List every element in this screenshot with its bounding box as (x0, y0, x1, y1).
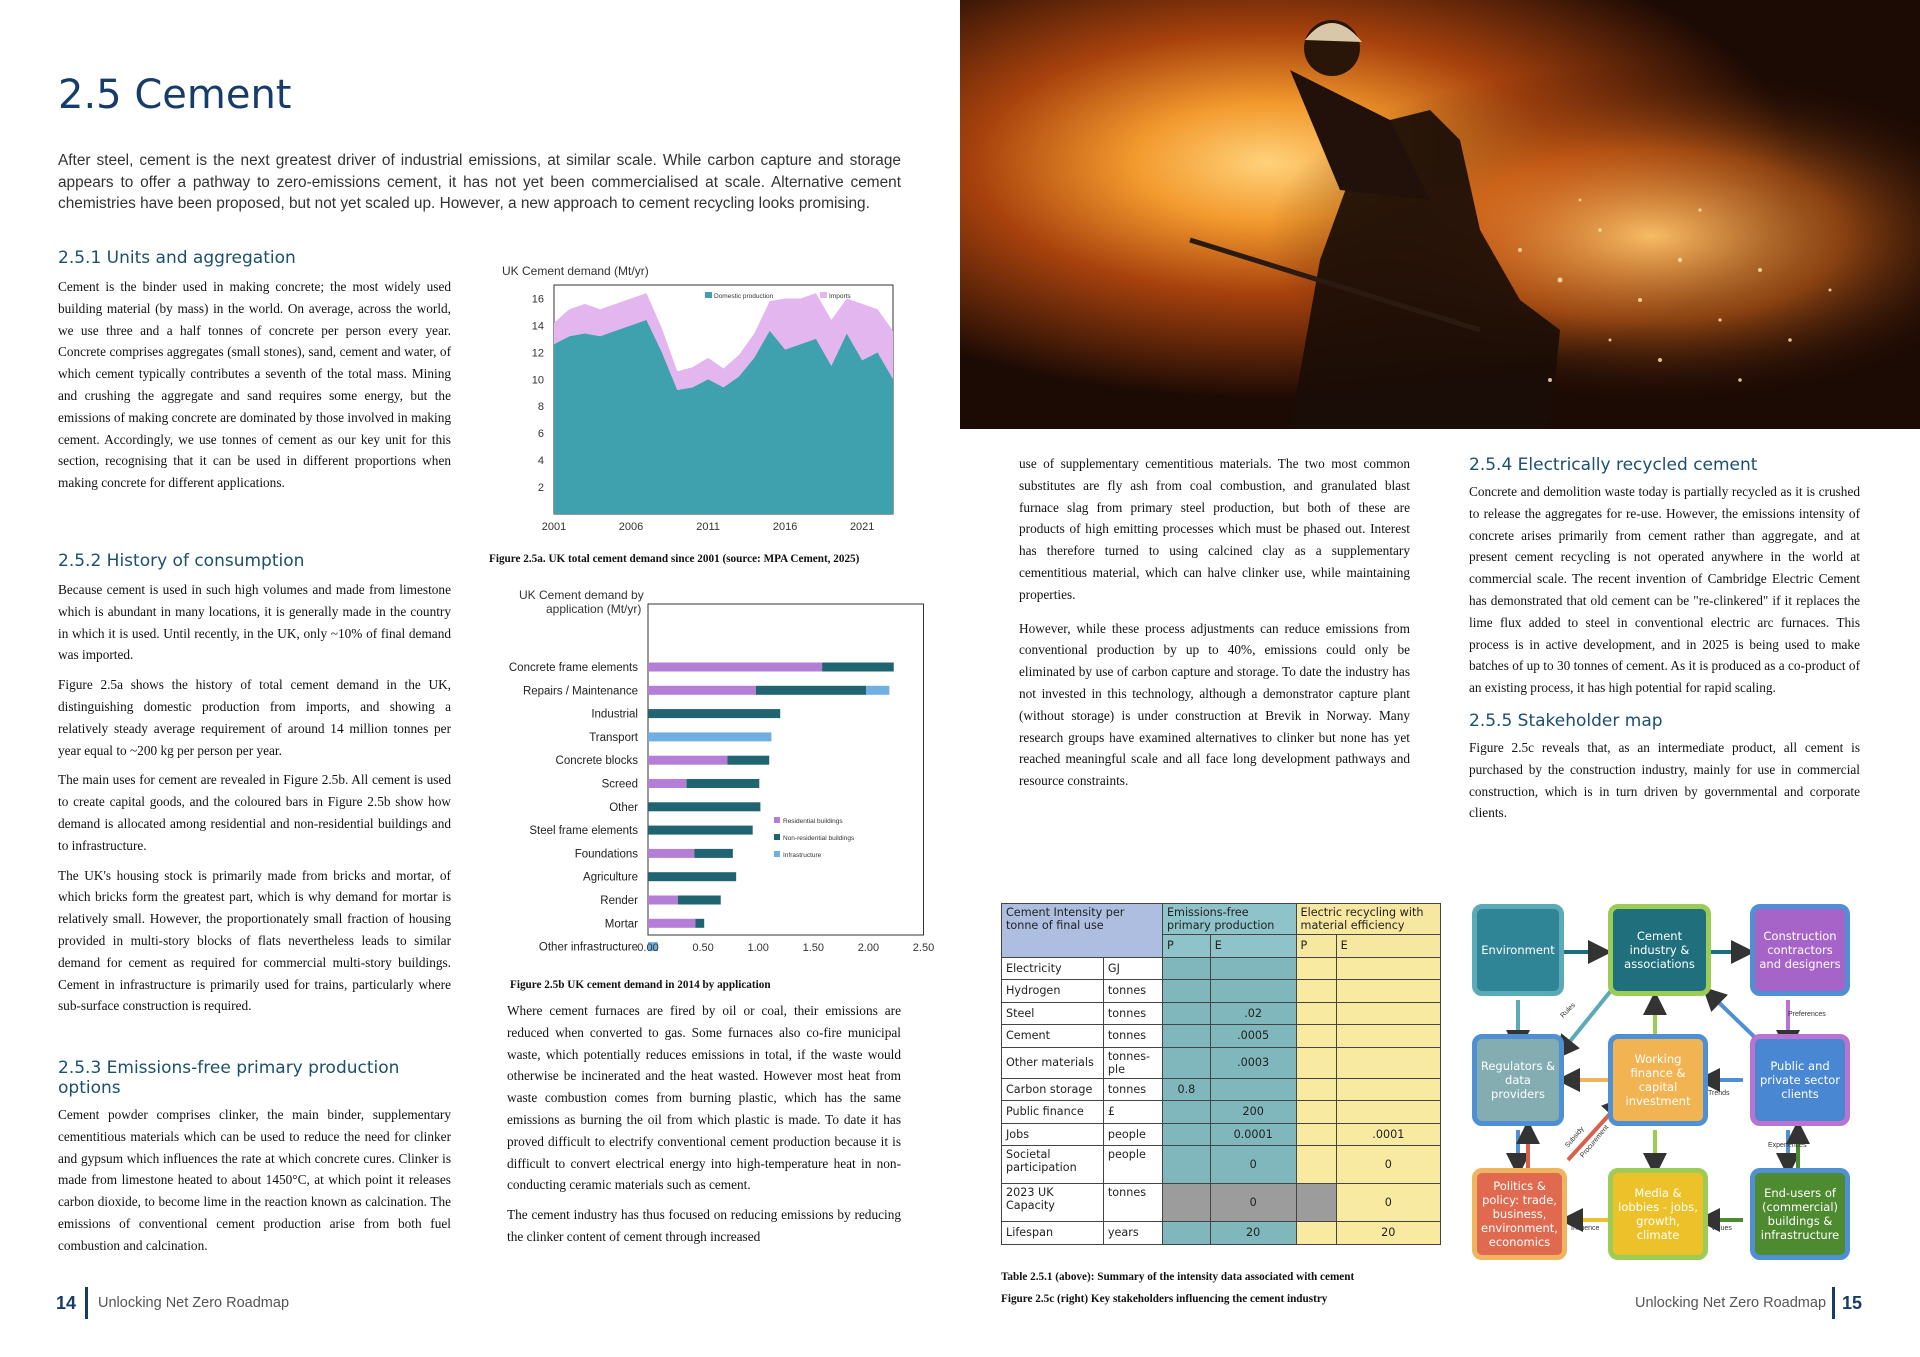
heading-2-5-3: 2.5.3 Emissions-free primary production options (58, 1058, 400, 1098)
paragraph: Cement powder comprises clinker, the main binder, supplementary cementitious materials which can be used to reduce the need for clinker and gypsum which influences the rate at which concrete cures. Clinker is made from limestone heated to about 1450°C, at which point it releases carbon dioxide, to become lime in the reaction known as calcination. The emissions of conventional cement production arise from both fuel combustion and calcination. (58, 1107, 451, 1253)
table-cell-name: Lifespan (1002, 1222, 1104, 1245)
paragraph: Concrete and demolition waste today is partially recycled as it is crushed to release the aggregates for re-use. However, the emissions intensity of concrete arises primarily from cement rather than aggregate, and at present cement recycling is not operated anywhere in the world at commercial scale. The recent invention of Cambridge Electric Cement has demonstrated that old cement can be "re-clinkered" if it replaces the lime flux added to steel in conventional electric arc furnaces. This process is in active development, and in 2025 is being used to make batches of up to 30 tonnes of cement. As it is produced as a co-product of an existing process, it has high potential for rapid scaling. (1469, 484, 1860, 696)
node-finance: Working finance & capital investment (1608, 1034, 1708, 1126)
subheader-p: P (1296, 935, 1336, 958)
bar-non-residential-buildings (648, 802, 760, 811)
column-1 (58, 248, 451, 502)
foundry-worker-photo (960, 0, 1920, 429)
table-cell-ee: 200 (1210, 1101, 1296, 1124)
table-row (1002, 957, 1441, 980)
y-tick-label: 10 (531, 374, 544, 387)
table-cell-ep (1162, 1146, 1210, 1184)
table-cell-unit: tonnes-ple (1103, 1047, 1162, 1078)
x-tick-label: 2001 (541, 521, 567, 533)
bar-non-residential-buildings (822, 663, 894, 672)
category-label: Steel frame elements (529, 825, 638, 838)
table-cell-unit: tonnes (1103, 980, 1162, 1003)
column-2 (507, 1000, 901, 1256)
paragraph: The cement industry has thus focused on reducing emissions by reducing the clinker content of cement through increased (507, 1207, 901, 1244)
chart-b-title-line1: UK Cement demand by (519, 588, 644, 602)
legend-swatch (705, 292, 712, 298)
footer-title-right: Unlocking Net Zero Roadmap (1635, 1295, 1827, 1311)
table-cell-rp (1296, 1078, 1336, 1101)
table-cell-name: Electricity (1002, 957, 1104, 980)
category-label: Industrial (591, 708, 638, 721)
legend-label: Residential buildings (783, 818, 843, 825)
bar-residential-buildings (648, 779, 687, 788)
legend-label: Non-residential buildings (783, 835, 855, 842)
table-cell-ee: 20 (1210, 1222, 1296, 1245)
table-cell-ep (1162, 1123, 1210, 1146)
category-label: Render (600, 895, 638, 907)
table-cell-ee: .0003 (1210, 1047, 1296, 1078)
bar-residential-buildings (648, 663, 822, 672)
bar-non-residential-buildings (727, 756, 769, 765)
label-experiences: Experiences (1768, 1142, 1807, 1149)
table-row (1002, 1123, 1441, 1146)
table-cell-name: 2023 UK Capacity (1002, 1184, 1104, 1222)
legend-swatch (774, 834, 780, 840)
table-cell-ep (1162, 957, 1210, 980)
table-cell-rp (1296, 1025, 1336, 1048)
table-cell-ee (1210, 980, 1296, 1003)
table-cell-rp (1296, 980, 1336, 1003)
column-3 (1019, 453, 1410, 800)
table-cell-ep (1162, 980, 1210, 1003)
bar-residential-buildings (648, 756, 727, 765)
table-cell-ee: .0005 (1210, 1025, 1296, 1048)
node-politics: Politics & policy: trade, business, environment, economics (1472, 1168, 1567, 1260)
x-tick-label: 0.50 (692, 942, 714, 954)
table-cell-unit: tonnes (1103, 1184, 1162, 1222)
chart-b-frame (648, 604, 924, 935)
footer-divider (85, 1287, 88, 1319)
table-cell-ep (1162, 1002, 1210, 1025)
bar-non-residential-buildings (694, 849, 733, 858)
table-cell-name: Societal participation (1002, 1146, 1104, 1184)
bar-non-residential-buildings (678, 896, 721, 905)
category-label: Other infrastructure (538, 941, 638, 954)
paragraph: However, while these process adjustments can reduce emissions from conventional production by up to 40%, emissions could only be eliminated by use of carbon capture and storage. To date the industry has not invested in this technology, although a demonstrator capture plant (without storage) is under construction at Brevik in Norway. Many research groups have examined alternatives to clinker but none has yet reached meaningful scale and all face long development pathways and resource constraints. (1019, 620, 1410, 789)
table-cell-unit: GJ (1103, 957, 1162, 980)
table-cell-ee: 0 (1210, 1184, 1296, 1222)
table-cell-rp (1296, 1146, 1336, 1184)
table-cell-re (1336, 1025, 1440, 1048)
legend-swatch (820, 292, 827, 298)
table-row (1002, 1078, 1441, 1101)
intro-paragraph: After steel, cement is the next greatest driver of industrial emissions, at similar scale. While carbon capture and storage appears to offer a pathway to zero-emissions cement, it has not yet been commercialised at scale. Alternative cement chemistries have been proposed, but not yet scaled up. However, a new approach to cement recycling looks promising. (58, 152, 901, 212)
bar-infrastructure (866, 686, 889, 695)
table-cell-ep (1162, 1025, 1210, 1048)
table-row (1002, 980, 1441, 1003)
table-row (1002, 1002, 1441, 1025)
page-title: 2.5 Cement (58, 72, 292, 118)
table-cell-rp (1296, 1123, 1336, 1146)
x-tick-label: 2021 (849, 521, 875, 533)
table-caption: Table 2.5.1 (above): Summary of the intensity data associated with cement (1001, 1271, 1355, 1283)
label-procurement: Procurement (1579, 1124, 1611, 1160)
table-cell-name: Public finance (1002, 1101, 1104, 1124)
label-subsidy: Subsidy (1564, 1125, 1586, 1150)
heading-2-5-1: 2.5.1 Units and aggregation (58, 248, 296, 268)
table-cell-unit: tonnes (1103, 1078, 1162, 1101)
paragraph: Cement is the binder used in making concrete; the most widely used building material (by mass) in the world. On average, across the world, we use three and a half tonnes of concrete per person every year. Concrete comprises aggregates (small stones), sand, cement and water, of which cement typically contributes a seventh of the total mass. Mining and crushing the aggregate and sand requires some energy, but the emissions of making concrete are dominated by those involved in making cement. Accordingly, we use tonnes of cement as our key unit for this section, recognising that it can be used in different proportions when making concrete for different applications. (58, 279, 451, 491)
table-header-electric-recycling: Electric recycling with material efficiency (1296, 904, 1440, 935)
table-cell-ep: 0.8 (1162, 1078, 1210, 1101)
x-tick-label: 1.00 (747, 942, 769, 954)
label-values: Values (1711, 1225, 1732, 1232)
figure-2-5b-chart (486, 582, 935, 982)
table-cell-unit: people (1103, 1146, 1162, 1184)
category-label: Repairs / Maintenance (522, 685, 638, 698)
chart-a-title: UK Cement demand (Mt/yr) (502, 264, 649, 278)
table-header-row (1002, 904, 1441, 935)
node-media: Media & lobbies - jobs, growth, climate (1608, 1168, 1708, 1260)
footer-divider (1832, 1287, 1835, 1319)
paragraph: use of supplementary cementitious materials. The two most common substitutes are fly ash from coal combustion, and granulated blast furnace slag from primary steel production, but both of these are products of high emitting processes which must be phased out. Interest has therefore turned to using calcined clay as a supplementary cementitious material, which can halve clinker use, while maintaining properties. (1019, 456, 1410, 602)
figure-2-5a-caption: Figure 2.5a. UK total cement demand since 2001 (source: MPA Cement, 2025) (489, 553, 860, 565)
y-tick-label: 8 (537, 401, 544, 414)
category-label: Transport (589, 731, 638, 744)
table-cell-unit: people (1103, 1123, 1162, 1146)
table-cell-name: Hydrogen (1002, 980, 1104, 1003)
table-row (1002, 1025, 1441, 1048)
paragraph: The main uses for cement are revealed in Figure 2.5b. All cement is used to create capital goods, and the coloured bars in Figure 2.5b show how demand is allocated among residential and non-residential buildings and to infrastructure. (58, 772, 451, 853)
x-tick-label: 2.50 (912, 942, 935, 954)
x-tick-label: 2006 (618, 521, 644, 533)
y-tick-label: 4 (537, 455, 544, 468)
legend-swatch (774, 851, 780, 857)
bar-non-residential-buildings (648, 709, 780, 718)
photo-illustration (960, 0, 1920, 429)
table-cell-name: Jobs (1002, 1123, 1104, 1146)
node-environment: Environment (1472, 904, 1564, 996)
paragraph: Because cement is used in such high volumes and made from limestone which is abundant in many locations, it is generally made in the country in which it is used. Until recently, in the UK, only ~10% of final demand was imported. (58, 582, 451, 663)
node-end-users: End-users of (commercial) buildings & infrastructure (1750, 1168, 1850, 1260)
bar-non-residential-buildings (648, 826, 753, 835)
stakeholder-map (1468, 900, 1859, 1265)
table-cell-unit: years (1103, 1222, 1162, 1245)
table-cell-re (1336, 1002, 1440, 1025)
table-cell-ee: 0 (1210, 1146, 1296, 1184)
table-cell-re: .0001 (1336, 1123, 1440, 1146)
node-regulators: Regulators & data providers (1472, 1034, 1564, 1126)
x-tick-label: 1.50 (802, 942, 825, 954)
table-cell-re (1336, 1047, 1440, 1078)
bar-residential-buildings (648, 896, 678, 905)
category-label: Other (609, 801, 638, 814)
subheader-e: E (1336, 935, 1440, 958)
x-tick-label: 2011 (696, 521, 720, 533)
table-row (1002, 1184, 1441, 1222)
subheader-p: P (1162, 935, 1210, 958)
y-tick-label: 12 (531, 347, 544, 360)
table-cell-name: Cement (1002, 1025, 1104, 1048)
table-header-label: Cement Intensity per tonne of final use (1002, 904, 1163, 958)
table-cell-ep (1162, 1222, 1210, 1245)
legend-label: Domestic production (714, 293, 774, 300)
label-preferences: Preferences (1788, 1011, 1826, 1018)
table-header-emissions-free: Emissions-free primary production (1162, 904, 1296, 935)
table-cell-rp (1296, 1002, 1336, 1025)
x-tick-label: 2.00 (857, 942, 880, 954)
table-cell-re (1336, 980, 1440, 1003)
table-cell-re (1336, 957, 1440, 980)
table-cell-rp (1296, 1184, 1336, 1222)
page-number-right: 15 (1842, 1293, 1863, 1313)
cement-intensity-table (1001, 903, 1441, 1245)
table-cell-re: 0 (1336, 1184, 1440, 1222)
legend-label: Imports (829, 293, 851, 300)
table-cell-re: 20 (1336, 1222, 1440, 1245)
table-cell-ee: .02 (1210, 1002, 1296, 1025)
y-tick-label: 2 (537, 482, 544, 495)
bar-non-residential-buildings (687, 779, 760, 788)
table-cell-ee (1210, 957, 1296, 980)
category-label: Screed (601, 778, 638, 791)
table-row (1002, 1047, 1441, 1078)
table-cell-unit: tonnes (1103, 1025, 1162, 1048)
bar-residential-buildings (648, 849, 694, 858)
table-cell-re (1336, 1078, 1440, 1101)
category-label: Concrete frame elements (508, 662, 638, 674)
y-tick-label: 14 (531, 320, 544, 333)
heading-2-5-5: 2.5.5 Stakeholder map (1469, 710, 1663, 731)
bar-infrastructure (648, 732, 771, 741)
table-cell-re (1336, 1101, 1440, 1124)
chart-b-title-line2: application (Mt/yr) (546, 602, 642, 616)
table-cell-rp (1296, 1222, 1336, 1245)
paragraph: The UK's housing stock is primarily made from bricks and mortar, of which bricks form the greatest part, which is why demand for mortar is relatively small. However, the proportionately small fraction of housing provided in multi-story blocks of flats nevertheless leads to similar demand for cement as required for commercial multi-story buildings. Cement in infrastructure is primarily used for trains, particularly where sub-surface construction is required. (58, 867, 451, 1014)
legend-swatch (774, 817, 780, 823)
column-4 (1469, 455, 1860, 832)
table-cell-rp (1296, 1047, 1336, 1078)
y-tick-label: 16 (531, 293, 544, 306)
label-influence: Influence (1571, 1225, 1600, 1232)
subheader-e: E (1210, 935, 1296, 958)
page-number-left: 14 (56, 1293, 77, 1313)
table-cell-re: 0 (1336, 1146, 1440, 1184)
table-cell-ee (1210, 1078, 1296, 1101)
bar-non-residential-buildings (756, 686, 866, 695)
table-row (1002, 1222, 1441, 1245)
heading-2-5-4: 2.5.4 Electrically recycled cement (1469, 455, 1758, 475)
label-trends: Trends (1708, 1090, 1730, 1097)
table-cell-name: Carbon storage (1002, 1078, 1104, 1101)
category-label: Mortar (604, 918, 638, 931)
x-tick-label: 0.00 (637, 942, 659, 954)
category-label: Agriculture (583, 871, 638, 884)
node-cement-industry: Cement industry & associations (1608, 904, 1711, 996)
node-public-private: Public and private sector clients (1750, 1034, 1850, 1126)
figure-2-5c-caption: Figure 2.5c (right) Key stakeholders influencing the cement industry (1001, 1293, 1328, 1305)
table-row (1002, 1146, 1441, 1184)
table-cell-name: Other materials (1002, 1047, 1104, 1078)
bar-residential-buildings (648, 686, 756, 695)
table-cell-ep (1162, 1184, 1210, 1222)
paragraph: Where cement furnaces are fired by oil or coal, their emissions are reduced when converted to gas. Some furnaces also co-fire municipal waste, which potentially reduces emissions in total, if the waste would otherwise be incinerated and the heat wasted. However most heat from waste combustion comes from burning plastic, which has the same emissions as burning the oil from which plastic is made. To date it has proved difficult to electrify conventional cement production because it is difficult to convert electrical energy into high-temperature heat in non-conducting ceramic materials such as cement. (507, 1003, 901, 1193)
bar-non-residential-buildings (648, 872, 736, 881)
table-row (1002, 1101, 1441, 1124)
table-cell-ep (1162, 1047, 1210, 1078)
table-cell-unit: tonnes (1103, 1002, 1162, 1025)
column-1b (58, 551, 451, 1025)
footer-title-left: Unlocking Net Zero Roadmap (98, 1295, 290, 1311)
legend-label: Infrastructure (783, 852, 822, 859)
bar-residential-buildings (648, 919, 695, 928)
node-construction: Construction contractors and designers (1750, 904, 1850, 996)
table-cell-rp (1296, 1101, 1336, 1124)
category-label: Foundations (574, 848, 638, 861)
figure-2-5b-caption: Figure 2.5b UK cement demand in 2014 by application (510, 979, 771, 991)
category-label: Concrete blocks (555, 755, 638, 768)
paragraph: Figure 2.5c reveals that, as an intermediate product, all cement is purchased by the construction industry, mainly for use in commercial construction, which is in turn driven by governmental and corporate clients. (1469, 739, 1860, 821)
table-cell-ee: 0.0001 (1210, 1123, 1296, 1146)
table-cell-unit: £ (1103, 1101, 1162, 1124)
heading-2-5-2: 2.5.2 History of consumption (58, 551, 305, 571)
label-rules: Rules (1559, 1001, 1578, 1020)
y-tick-label: 6 (537, 428, 544, 441)
bar-non-residential-buildings (695, 919, 704, 928)
column-1c (58, 1058, 451, 1265)
paragraph: Figure 2.5a shows the history of total cement demand in the UK, distinguishing domestic production from imports, and showing a relatively steady average requirement of around 14 million tonnes per year equal to ~200 kg per person per year. (58, 677, 451, 758)
table-cell-rp (1296, 957, 1336, 980)
table-cell-ep (1162, 1101, 1210, 1124)
table-cell-name: Steel (1002, 1002, 1104, 1025)
x-tick-label: 2016 (772, 521, 798, 533)
figure-2-5a-chart (480, 258, 920, 538)
